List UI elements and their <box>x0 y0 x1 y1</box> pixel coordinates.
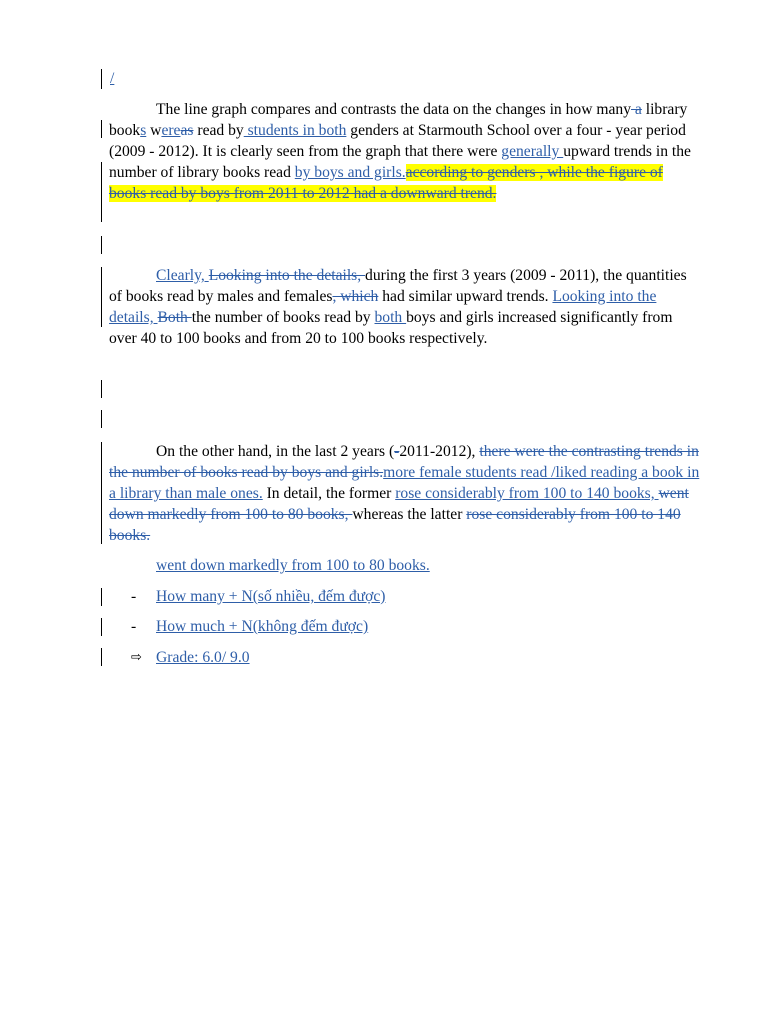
change-bar <box>101 410 102 428</box>
top-mark <box>109 68 701 89</box>
arrow-icon: ⇨ <box>131 650 142 665</box>
bullet-item <box>109 586 701 607</box>
deleted-text: Looking into the details, <box>208 267 366 284</box>
inserted-text: students in both <box>243 122 347 139</box>
change-bar <box>101 69 102 89</box>
change-bar <box>101 618 102 636</box>
paragraph-1 <box>109 99 701 204</box>
deleted-text: - <box>394 443 400 460</box>
inserted-text: by boys and girls. <box>294 164 406 181</box>
inserted-text: both <box>374 309 407 326</box>
change-bar <box>101 648 102 666</box>
change-bar <box>101 442 102 544</box>
bullet-dash: - <box>131 618 137 635</box>
change-bar <box>101 120 102 138</box>
deleted-text: as <box>180 122 194 139</box>
inserted-text: more female students read /liked reading a book in a library than male ones. <box>109 464 700 502</box>
text: The line graph compares and contrasts the data on the changes in how many <box>156 101 632 118</box>
inserted-text: went down markedly from 100 to 80 books. <box>156 557 430 574</box>
deleted-text: a <box>631 101 642 118</box>
change-bar <box>101 267 102 327</box>
text: boys and girls increased significantly from over 40 to 100 books and from 20 to 100 books respectively. <box>109 309 673 347</box>
text: whereas the latter <box>352 506 467 523</box>
text: genders at Starmouth School over a four - year period (2009 - 2012). It is clearly seen from the graph that there were <box>109 122 686 160</box>
paragraph-3 <box>109 441 701 546</box>
inserted-text: ere <box>161 122 181 139</box>
inserted-text: s <box>140 122 147 139</box>
text: w <box>146 122 162 139</box>
inserted-text: generally <box>501 143 564 160</box>
deleted-text: went down markedly from 100 to 80 books, <box>109 485 689 523</box>
change-bar <box>101 380 102 398</box>
text: read by <box>193 122 244 139</box>
bullet-text: How much + N(không đếm được) <box>156 618 369 635</box>
grade-item <box>109 647 701 668</box>
inserted-text: Clearly, <box>156 267 209 284</box>
text: had similar upward trends. <box>378 288 553 305</box>
text: upward trends in the number of library books read <box>109 143 691 181</box>
bullet-item <box>109 616 701 637</box>
text: during the first 3 years (2009 - 2011), the quantities of books read by males and females <box>109 267 687 305</box>
inserted-text: rose considerably from 100 to 140 books, <box>395 485 659 502</box>
text: On the other hand, in the last 2 years ( <box>156 443 395 460</box>
inserted-text: / <box>110 70 115 87</box>
text: library book <box>109 101 688 139</box>
bullet-dash: - <box>131 588 137 605</box>
text: 2011-2012), <box>399 443 480 460</box>
change-bar <box>101 162 102 222</box>
deleted-text: there were the contrasting trends in the number of books read by boys and girls. <box>109 443 699 481</box>
highlighted-deleted-text: according to genders , while the figure of books read by boys from 2011 to 2012 had a downward trend. <box>109 164 663 202</box>
inserted-line <box>109 555 701 576</box>
change-bar <box>101 236 102 254</box>
deleted-text: Both <box>157 309 192 326</box>
deleted-text: , which <box>332 288 379 305</box>
inserted-text: Looking into the details, <box>109 288 657 326</box>
bullet-text: How many + N(số nhiều, đếm được) <box>156 588 386 605</box>
grade-text: Grade: 6.0/ 9.0 <box>156 649 250 666</box>
paragraph-2 <box>109 265 701 349</box>
change-bar <box>101 588 102 606</box>
deleted-text: rose considerably from 100 to 140 books. <box>109 506 681 544</box>
text: the number of books read by <box>191 309 375 326</box>
text: In detail, the former <box>262 485 396 502</box>
